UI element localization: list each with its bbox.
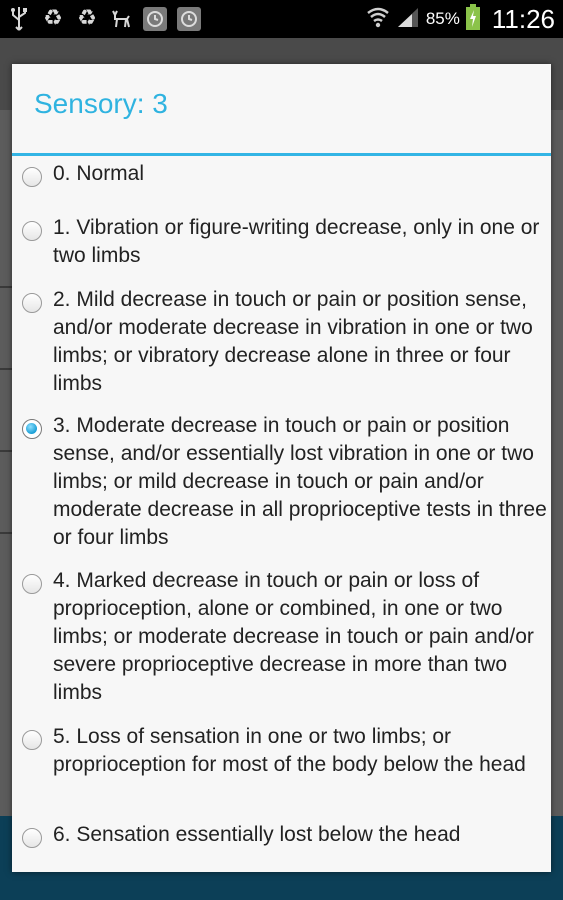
- signal-icon: [396, 6, 420, 32]
- radio-button[interactable]: [22, 167, 42, 187]
- clock-icon: [142, 5, 168, 33]
- option-label: 4. Marked decrease in touch or pain or loss of proprioception, alone or combined, in one or two limbs; or moderate decrease in touch or pain and/or severe proprioceptive decrease in more than two limbs: [53, 569, 534, 704]
- sensory-score-dialog: [12, 64, 551, 872]
- battery-icon: [466, 4, 480, 34]
- options-list: [12, 160, 551, 861]
- option-4[interactable]: [12, 567, 551, 723]
- recycle-icon: ♻: [77, 6, 97, 31]
- option-label: 3. Moderate decrease in touch or pain or position sense, and/or essentially lost vibration in one or two limbs; or mild decrease in touch or pain and/or moderate decrease in all proprioceptive tests in three or four limbs: [53, 414, 547, 549]
- option-1[interactable]: [12, 214, 551, 286]
- usb-icon: [6, 5, 32, 33]
- option-5[interactable]: [12, 723, 551, 821]
- radio-button[interactable]: [22, 221, 42, 241]
- option-label: 6. Sensation essentially lost below the head: [53, 823, 461, 846]
- option-3[interactable]: [12, 412, 551, 567]
- status-bar: [0, 0, 563, 38]
- notification-icons: [6, 4, 202, 34]
- option-label: 1. Vibration or figure-writing decrease, only in one or two limbs: [53, 216, 540, 267]
- recycle-icon: ♻: [43, 6, 63, 31]
- radio-button-selected[interactable]: [22, 419, 42, 439]
- option-6[interactable]: [12, 821, 551, 861]
- radio-button[interactable]: [22, 828, 42, 848]
- dialog-title: Sensory: 3: [34, 88, 168, 119]
- radio-button[interactable]: [22, 293, 42, 313]
- clock-time: 11:26: [491, 3, 555, 34]
- clock-icon: [176, 5, 202, 33]
- option-label: 5. Loss of sensation in one or two limbs; or proprioception for most of the body below the head: [53, 725, 526, 776]
- system-icons: [366, 3, 555, 35]
- battery-percent: 85%: [425, 9, 460, 28]
- wifi-icon: [366, 6, 390, 32]
- title-divider: [12, 153, 551, 156]
- deer-icon: [108, 5, 134, 33]
- option-2[interactable]: [12, 286, 551, 412]
- radio-button[interactable]: [22, 730, 42, 750]
- option-label: 2. Mild decrease in touch or pain or position sense, and/or moderate decrease in vibration in one or two limbs; or vibratory decrease alone in three or four limbs: [53, 288, 533, 395]
- option-0[interactable]: [12, 160, 551, 214]
- option-label: 0. Normal: [53, 162, 145, 185]
- radio-button[interactable]: [22, 574, 42, 594]
